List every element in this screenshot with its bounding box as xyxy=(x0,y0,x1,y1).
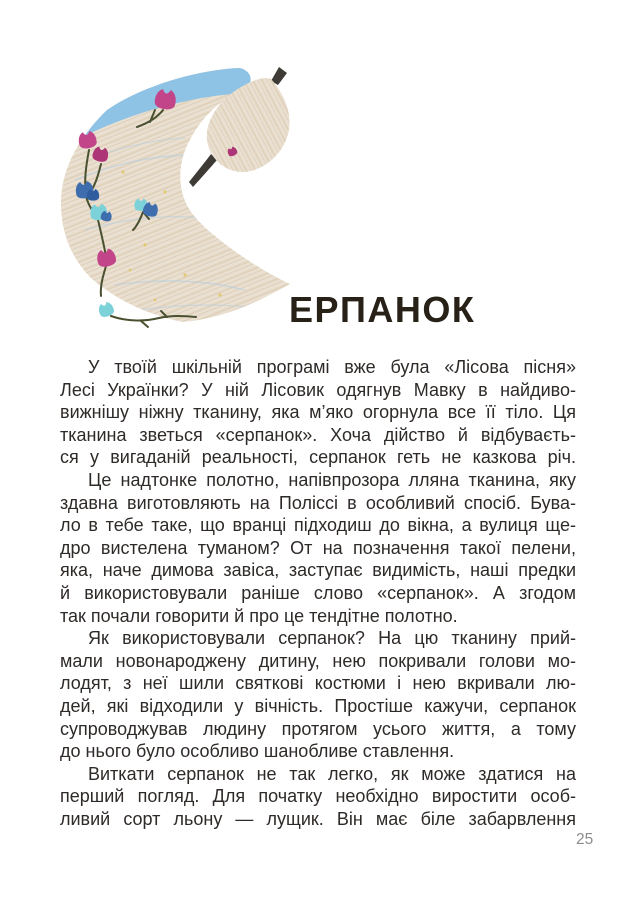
text-line: мали новонароджену дитину, нею покривали голови мо- xyxy=(60,650,576,671)
text-line: Лесі Українки? У ній Лісовик одягнув Мавку в найдиво- xyxy=(60,379,576,400)
text-line: ло в тебе таке, що вранці підходиш до вікна, а вулиця ще- xyxy=(60,515,576,536)
page-number: 25 xyxy=(576,831,594,848)
text-line: ся у вигаданій реальності, серпанок геть не казкова річ. xyxy=(60,447,576,468)
text-line: Як використовували серпанок? На цю тканину прий- xyxy=(88,628,576,649)
paragraph xyxy=(60,627,576,763)
paragraph xyxy=(60,469,576,627)
body-text xyxy=(60,356,576,830)
text-line: до нього було особливо шанобливе ставлення. xyxy=(60,741,455,762)
text-line: лодят, з неї шили святкові костюми і нею вкривали лю- xyxy=(60,673,576,694)
text-line: дро вистелена туманом? От на позначення такої пелени, xyxy=(60,537,576,558)
text-line: ливий сорт льону — лущик. Він має біле забарвлення xyxy=(60,808,576,829)
text-line: так почали говорити й про це тендітне полотно. xyxy=(60,605,458,626)
text-line: супроводжував людину протягом усього життя, а тому xyxy=(60,718,576,739)
text-line: перший погляд. Для початку необхідно виростити особ- xyxy=(60,786,576,807)
paragraph xyxy=(60,356,576,469)
text-line: Виткати серпанок не так легко, як може здатися на xyxy=(88,763,576,784)
text-line: тканина зветься «серпанок». Хоча дійство й відбуваєть- xyxy=(60,424,576,445)
text-line: вижнішу ніжну тканину, яка м’яко огорнула все її тіло. Ця xyxy=(60,402,576,423)
text-line: й використовували раніше слово «серпанок». А згодом xyxy=(60,582,576,603)
paragraph xyxy=(60,763,576,831)
text-line: яка, наче димова завіса, заступає видимість, наші предки xyxy=(60,560,576,581)
text-line: дей, які відходили у вічність. Простіше кажучи, серпанок xyxy=(60,695,576,716)
letter-c-illustration xyxy=(45,60,305,335)
text-line: Це надтонке полотно, напівпрозора лляна тканина, яку xyxy=(88,469,576,490)
chapter-title: ЕРПАНОК xyxy=(289,289,476,330)
text-line: здавна виготовляють на Поліссі в особливий спосіб. Бува- xyxy=(60,492,576,513)
text-line: У твоїй шкільній програмі вже була «Лісова пісня» xyxy=(88,357,576,377)
